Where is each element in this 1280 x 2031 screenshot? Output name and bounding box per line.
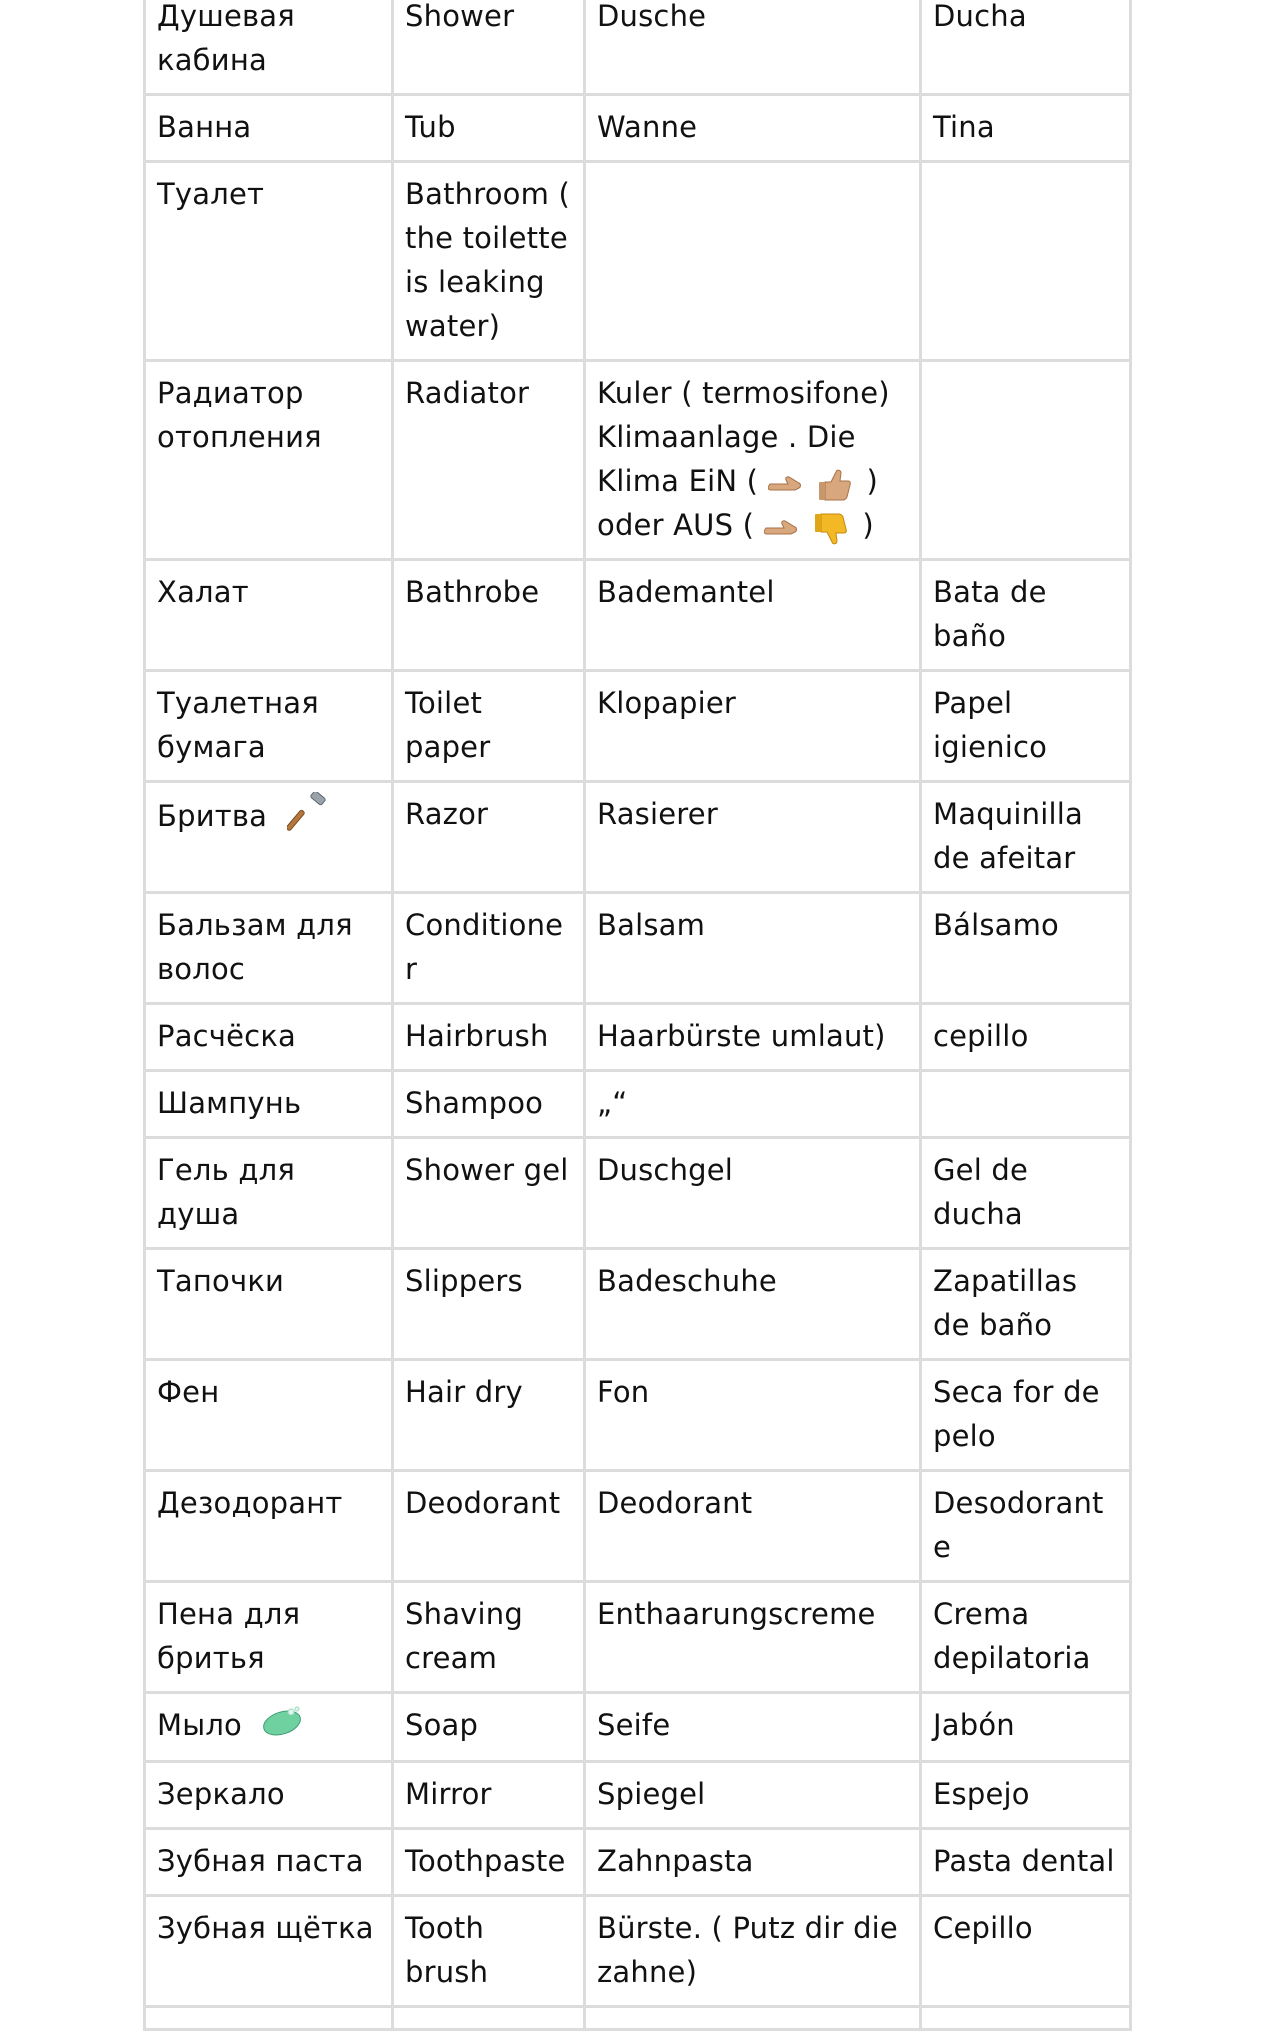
klima-line-4-prefix: oder AUS ( (597, 508, 755, 542)
table-cell (921, 361, 1131, 560)
table-cell: Гель для душа (145, 1138, 393, 1249)
table-cell (921, 2007, 1131, 2030)
table-cell: Душевая кабина (145, 0, 393, 95)
table-cell: Spiegel (585, 1762, 921, 1829)
table-cell: Jabón (921, 1693, 1131, 1762)
table-row (145, 95, 1131, 162)
table-row (145, 1762, 1131, 1829)
table-cell: Razor (393, 782, 585, 893)
klima-line-1: Kuler ( termosifone) (597, 376, 890, 410)
table-cell: Shower (393, 0, 585, 95)
table-cell (921, 1071, 1131, 1138)
table-cell: Rasierer (585, 782, 921, 893)
klima-line-3 (597, 459, 909, 503)
table-row (145, 1582, 1131, 1693)
table-cell (145, 1693, 393, 1762)
table-cell: Conditioner (393, 893, 585, 1004)
table-cell: Hairbrush (393, 1004, 585, 1071)
pointing-right-icon (768, 468, 808, 498)
table-cell: Bathroom ( the toilette is leaking water) (393, 162, 585, 361)
table-cell: Espejo (921, 1762, 1131, 1829)
table-row (145, 1138, 1131, 1249)
table-cell: Enthaarungscreme (585, 1582, 921, 1693)
table-row (145, 0, 1131, 95)
thumbs-up-icon (817, 468, 857, 498)
table-cell: Wanne (585, 95, 921, 162)
table-row (145, 1693, 1131, 1762)
table-cell: Soap (393, 1693, 585, 1762)
table-cell (585, 162, 921, 361)
table-cell: Pasta dental (921, 1829, 1131, 1896)
table-cell: Ducha (921, 0, 1131, 95)
table-cell: Туалет (145, 162, 393, 361)
table-cell: Balsam (585, 893, 921, 1004)
table-cell: Zapatillas de baño (921, 1249, 1131, 1360)
table-cell (145, 2007, 393, 2030)
table-cell: Shaving cream (393, 1582, 585, 1693)
klima-line-3-suffix: ) (866, 464, 878, 498)
table-cell: Расчёска (145, 1004, 393, 1071)
table-cell: Shower gel (393, 1138, 585, 1249)
table-row (145, 1471, 1131, 1582)
table-cell: Bürste. ( Putz dir die zahne) (585, 1896, 921, 2007)
table-cell: Mirror (393, 1762, 585, 1829)
table-cell: Hair dry (393, 1360, 585, 1471)
table-cell: Dusche (585, 0, 921, 95)
table-cell: Бальзам для волос (145, 893, 393, 1004)
table-cell (393, 2007, 585, 2030)
table-row (145, 893, 1131, 1004)
thumbs-down-icon (813, 512, 853, 542)
table-cell: Toilet paper (393, 671, 585, 782)
soap-icon (261, 1705, 303, 1749)
table-cell: Shampoo (393, 1071, 585, 1138)
table-cell: Bathrobe (393, 560, 585, 671)
table-cell: Дезодорант (145, 1471, 393, 1582)
table-cell: Deodorant (393, 1471, 585, 1582)
table-cell: „“ (585, 1071, 921, 1138)
table-cell: Туалетная бумага (145, 671, 393, 782)
klima-line-3-prefix: Klima EiN ( (597, 464, 759, 498)
table-row (145, 361, 1131, 560)
table-cell: Пена для бритья (145, 1582, 393, 1693)
vocabulary-table (143, 0, 1132, 2031)
table-cell: Haarbürste umlaut) (585, 1004, 921, 1071)
table-cell-klima (585, 361, 921, 560)
table-cell: Зубная щётка (145, 1896, 393, 2007)
table-cell: Zahnpasta (585, 1829, 921, 1896)
table-cell: Фен (145, 1360, 393, 1471)
table-cell (585, 2007, 921, 2030)
table-row (145, 1360, 1131, 1471)
table-cell: Radiator (393, 361, 585, 560)
klima-line-4 (597, 503, 909, 547)
pointing-right-icon (764, 512, 804, 542)
table-cell: Шампунь (145, 1071, 393, 1138)
table-cell: Радиатор отопления (145, 361, 393, 560)
table-row (145, 1071, 1131, 1138)
table-cell: Tooth brush (393, 1896, 585, 2007)
table-cell: Crema depilatoria (921, 1582, 1131, 1693)
table-cell: Deodorant (585, 1471, 921, 1582)
table-row (145, 1249, 1131, 1360)
table-cell: Badeschuhe (585, 1249, 921, 1360)
table-cell: cepillo (921, 1004, 1131, 1071)
table-cell: Desodorante (921, 1471, 1131, 1582)
vocabulary-table-wrap (143, 0, 1129, 2031)
table-cell: Зеркало (145, 1762, 393, 1829)
table-row (145, 782, 1131, 893)
table-cell: Bata de baño (921, 560, 1131, 671)
table-cell: Papel igienico (921, 671, 1131, 782)
table-cell: Тапочки (145, 1249, 393, 1360)
table-cell: Cepillo (921, 1896, 1131, 2007)
table-row (145, 1829, 1131, 1896)
table-cell (921, 162, 1131, 361)
table-cell: Tina (921, 95, 1131, 162)
table-cell: Ванна (145, 95, 393, 162)
table-cell: Maquinilla de afeitar (921, 782, 1131, 893)
table-cell: Seca for de pelo (921, 1360, 1131, 1471)
table-row (145, 1896, 1131, 2007)
table-row (145, 2007, 1131, 2030)
table-cell: Gel de ducha (921, 1138, 1131, 1249)
table-row (145, 560, 1131, 671)
razor-icon (287, 792, 327, 844)
table-row (145, 671, 1131, 782)
klima-line-2: Klimaanlage . Die (597, 420, 856, 454)
cell-text: Мыло (157, 1708, 242, 1742)
table-cell: Халат (145, 560, 393, 671)
table-cell: Slippers (393, 1249, 585, 1360)
table-cell: Tub (393, 95, 585, 162)
table-cell: Fon (585, 1360, 921, 1471)
table-cell: Duschgel (585, 1138, 921, 1249)
table-cell: Toothpaste (393, 1829, 585, 1896)
table-cell: Klopapier (585, 671, 921, 782)
table-cell (145, 782, 393, 893)
table-cell: Зубная паста (145, 1829, 393, 1896)
klima-line-4-suffix: ) (862, 508, 874, 542)
table-cell: Bademantel (585, 560, 921, 671)
table-cell: Bálsamo (921, 893, 1131, 1004)
table-row (145, 1004, 1131, 1071)
table-row (145, 162, 1131, 361)
table-cell: Seife (585, 1693, 921, 1762)
cell-text: Бритва (157, 799, 268, 833)
